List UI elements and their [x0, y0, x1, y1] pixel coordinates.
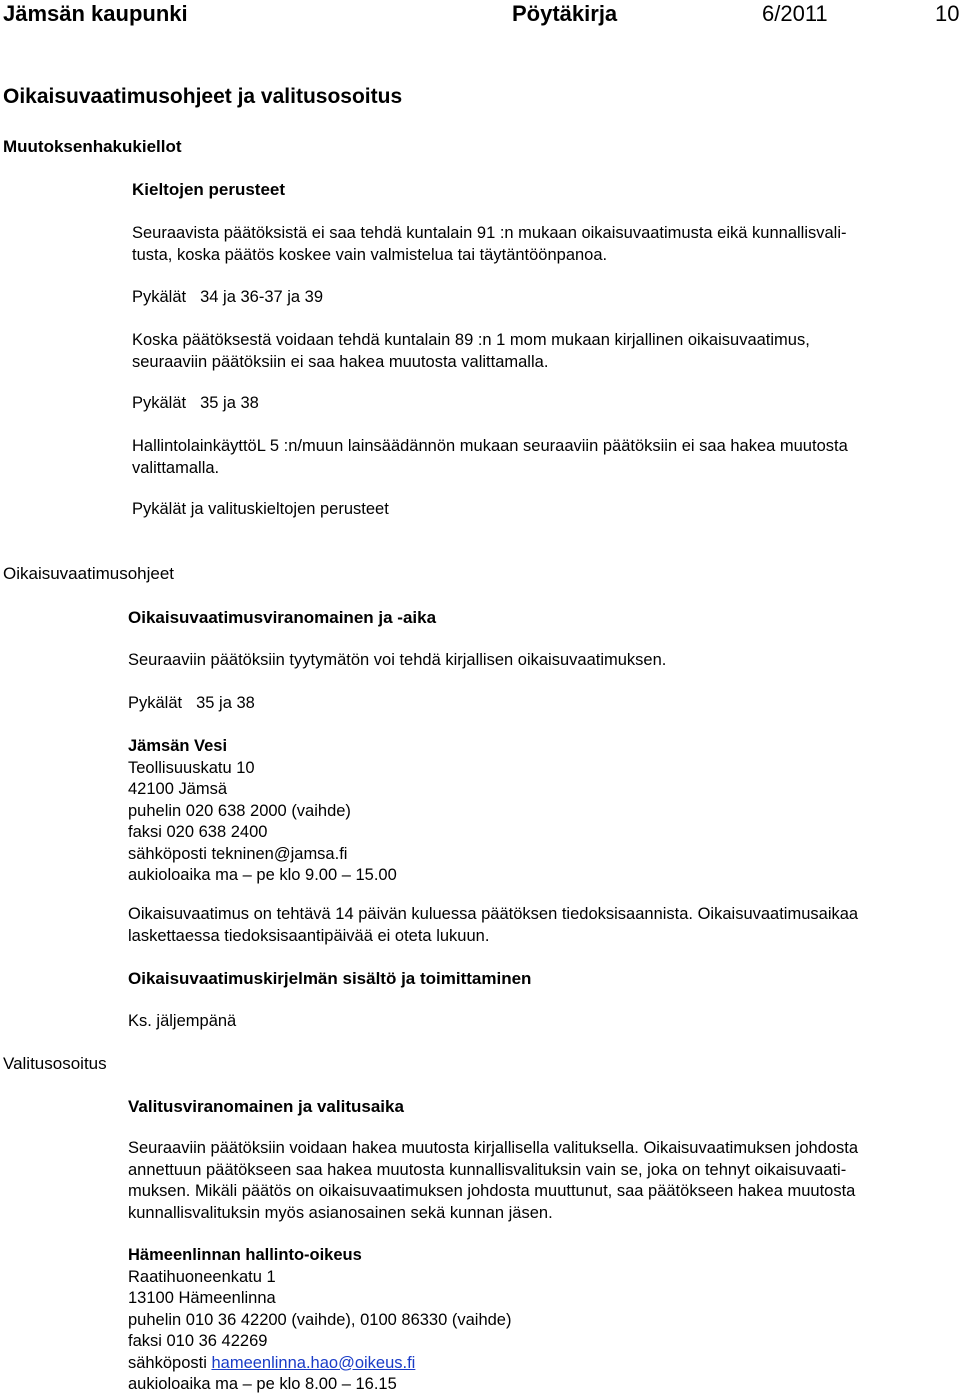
header-doc-type: Pöytäkirja — [512, 1, 618, 26]
rectification-heading: Oikaisuvaatimusviranomainen ja -aika — [128, 608, 437, 627]
section-ref-3: Pykälät 35 ja 38 — [128, 694, 255, 712]
court-email-link[interactable]: hameenlinna.hao@oikeus.fi — [211, 1353, 416, 1372]
paragraph-restriction-3: HallintolainkäyttöL 5 :n/muun lainsäädännön mukaan seuraaviin päätöksiin ei saa hakea muutosta valittamalla. — [132, 437, 848, 477]
section-ref-1: Pykälät 34 ja 36-37 ja 39 — [132, 288, 324, 306]
rectification-deadline: Oikaisuvaatimus on tehtävä 14 päivän kuluessa päätöksen tiedoksisaannista. Oikaisuvaatimusaikaa laskettaessa tiedoksisaantipäivää ei oteta lukuun. — [128, 905, 859, 945]
authority-address: Jämsän Vesi Teollisuuskatu 10 42100 Jämsä puhelin 020 638 2000 (vaihde) faksi 020 638 2400 sähköposti tekninen@jamsa.fi aukioloaika ma – pe klo 9.00 – 15.00 — [128, 737, 397, 884]
section-heading-restrictions: Muutoksenhakukiellot — [3, 137, 182, 156]
court-name: Hämeenlinnan hallinto-oikeus — [128, 1246, 362, 1264]
header-number: 6/2011 — [762, 1, 828, 26]
content-reference: Ks. jäljempänä — [128, 1012, 237, 1030]
side-label-rectification: Oikaisuvaatimusohjeet — [3, 564, 175, 583]
header-org: Jämsän kaupunki — [3, 1, 188, 26]
content-heading: Oikaisuvaatimuskirjelmän sisältö ja toimittaminen — [128, 969, 532, 988]
authority-name: Jämsän Vesi — [128, 737, 228, 755]
grounds-label: Pykälät ja valituskieltojen perusteet — [132, 500, 389, 518]
page-title: Oikaisuvaatimusohjeet ja valitusosoitus — [3, 85, 403, 108]
header-page-number: 10 — [935, 1, 960, 26]
paragraph-restriction-2: Koska päätöksestä voidaan tehdä kuntalain 89 :n 1 mom mukaan kirjallinen oikaisuvaatimus, seuraaviin päätöksiin ei saa hakea muutosta valittamalla. — [132, 331, 810, 371]
subheading-grounds: Kieltojen perusteet — [132, 180, 286, 199]
section-ref-2: Pykälät 35 ja 38 — [132, 394, 259, 412]
paragraph-restriction-1: Seuraavista päätöksistä ei saa tehdä kuntalain 91 :n mukaan oikaisuvaatimusta eikä kunnallisvali- tusta, koska päätös koskee vain valmistelua tai täytäntöönpanoa. — [132, 224, 847, 264]
appeal-paragraph: Seuraaviin päätöksiin voidaan hakea muutosta kirjallisella valituksella. Oikaisuvaatimuksen johdosta annettuun päätökseen saa hakea muutosta kunnallisvalituksin vain se, joka on tehnyt oikaisuvaati- muksen. Mikäli päätös on oikaisuvaatimuksen johdosta muuttunut, saa päätökseen hakea muutosta kunnallisvalituksin myös asianosainen sekä kunnan jäsen. — [128, 1139, 859, 1222]
appeal-heading: Valitusviranomainen ja valitusaika — [128, 1097, 404, 1116]
side-label-appeal: Valitusosoitus — [3, 1054, 107, 1073]
court-address: Hämeenlinnan hallinto-oikeus Raatihuoneenkatu 1 13100 Hämeenlinna puhelin 010 36 42200 (vaihde), 0100 86330 (vaihde) faksi 010 36 42269 sähköposti hameenlinna.hao@oikeus.fi aukioloaika ma – pe klo 8.00 – 16.15 — [128, 1246, 512, 1393]
rectification-intro: Seuraaviin päätöksiin tyytymätön voi tehdä kirjallisen oikaisuvaatimuksen. — [128, 651, 667, 669]
